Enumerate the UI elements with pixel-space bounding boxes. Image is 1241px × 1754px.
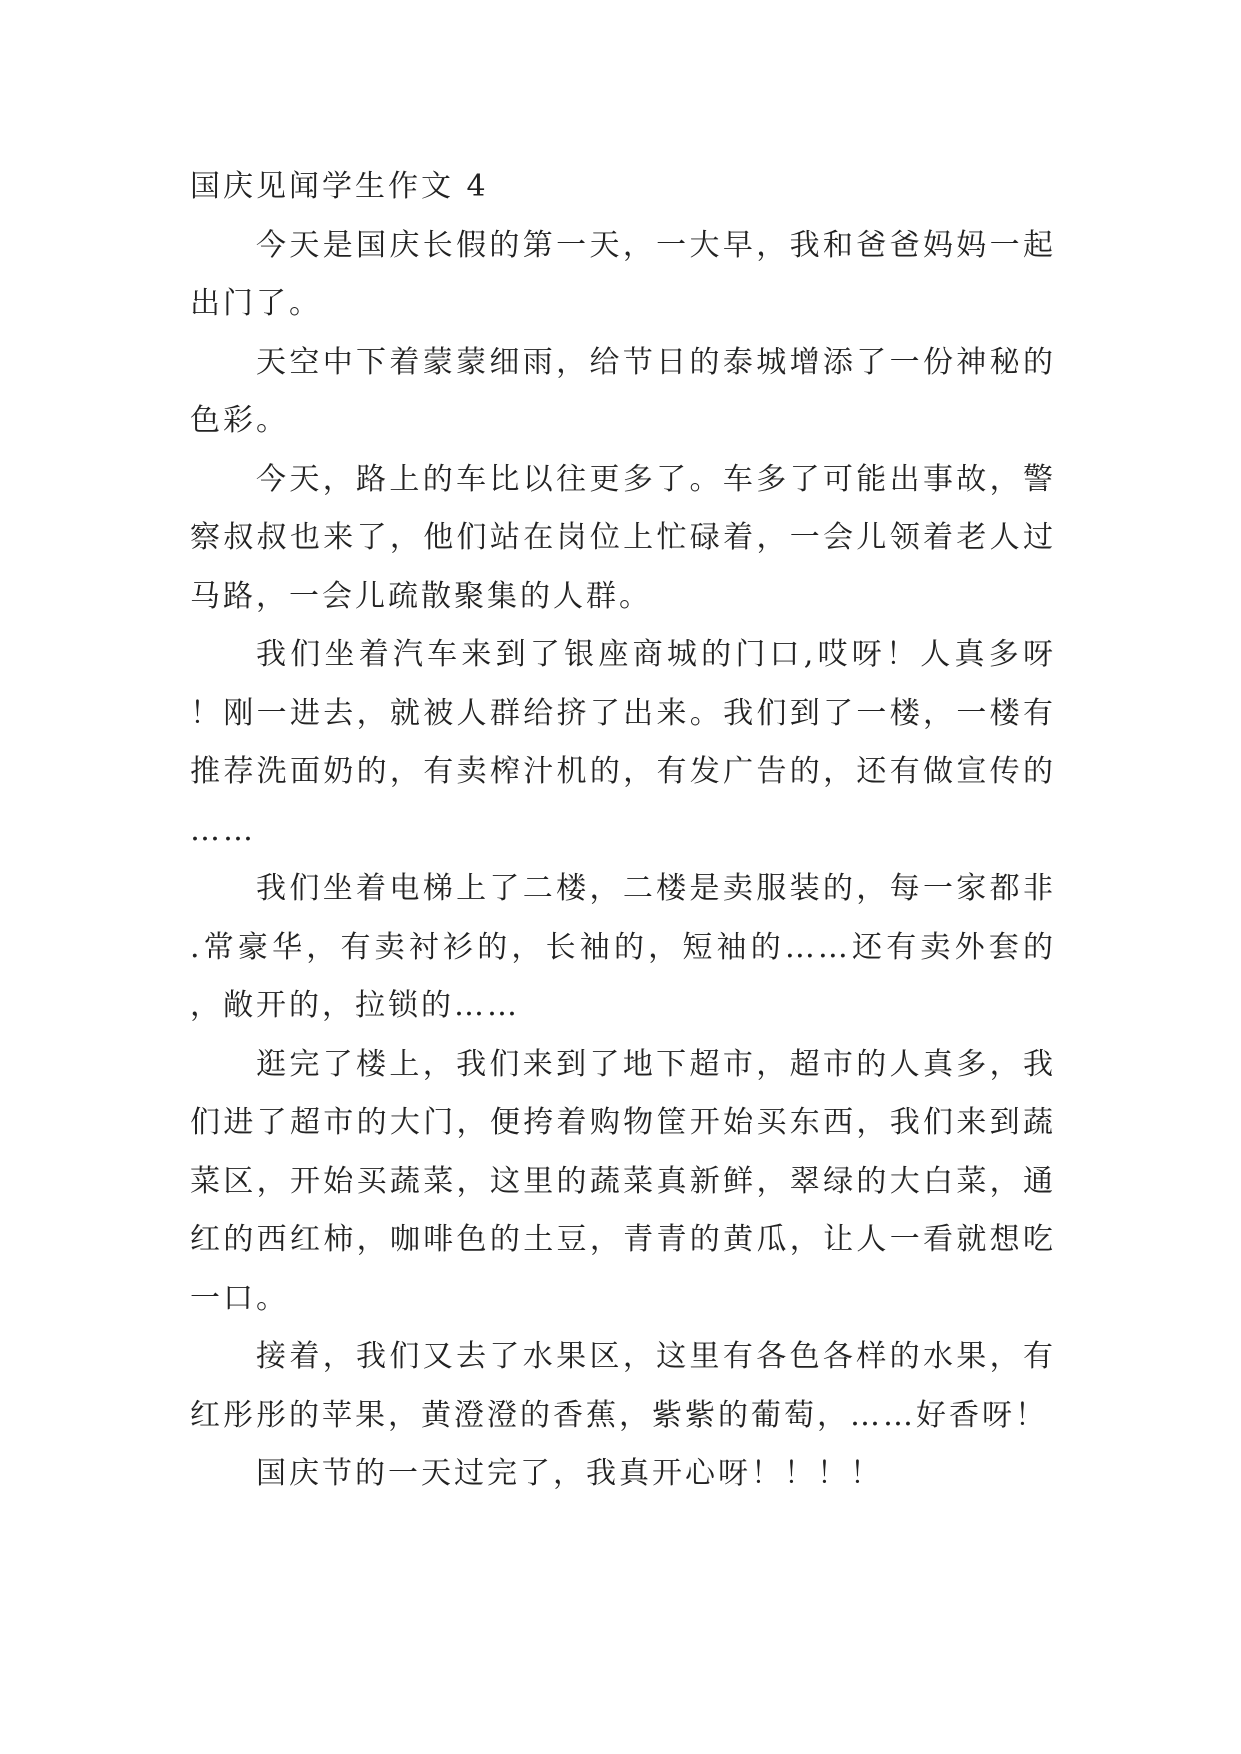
essay-paragraph: 天空中下着蒙蒙细雨，给节日的泰城增添了一份神秘的色彩。 — [190, 344, 1056, 438]
essay-paragraph: 接着，我们又去了水果区，这里有各色各样的水果，有红彤彤的苹果，黄澄澄的香蕉，紫紫的葡萄，……好香呀！ — [190, 1339, 1056, 1433]
essay-paragraph: 国庆节的一天过完了，我真开心呀！！！！ — [256, 1456, 883, 1491]
essay-paragraph: 今天是国庆长假的第一天，一大早，我和爸爸妈妈一起出门了。 — [190, 227, 1056, 321]
essay-paragraph: 我们坐着汽车来到了银座商城的门口,哎呀！人真多呀！刚一进去，就被人群给挤了出来。我们到了一楼，一楼有推荐洗面奶的，有卖榨汁机的，有发广告的，还有做宣传的…… — [190, 637, 1056, 848]
essay-paragraph: 逛完了楼上，我们来到了地下超市，超市的人真多，我们进了超市的大门，便挎着购物筐开始买东西，我们来到蔬菜区，开始买蔬菜，这里的蔬菜真新鲜，翠绿的大白菜，通红的西红柿，咖啡色的土豆，青青的黄瓜，让人一看就想吃一口。 — [190, 1046, 1056, 1316]
essay-title: 国庆见闻学生作文 4 — [190, 169, 489, 204]
essay-paragraph: 今天，路上的车比以往更多了。车多了可能出事故，警察叔叔也来了，他们站在岗位上忙碌着，一会儿领着老人过马路，一会儿疏散聚集的人群。 — [190, 461, 1056, 614]
essay-paragraph: 我们坐着电梯上了二楼，二楼是卖服装的，每一家都非.常豪华，有卖衬衫的，长袖的，短袖的……还有卖外套的，敞开的，拉锁的…… — [190, 871, 1056, 1023]
essay-body — [190, 158, 1056, 1504]
